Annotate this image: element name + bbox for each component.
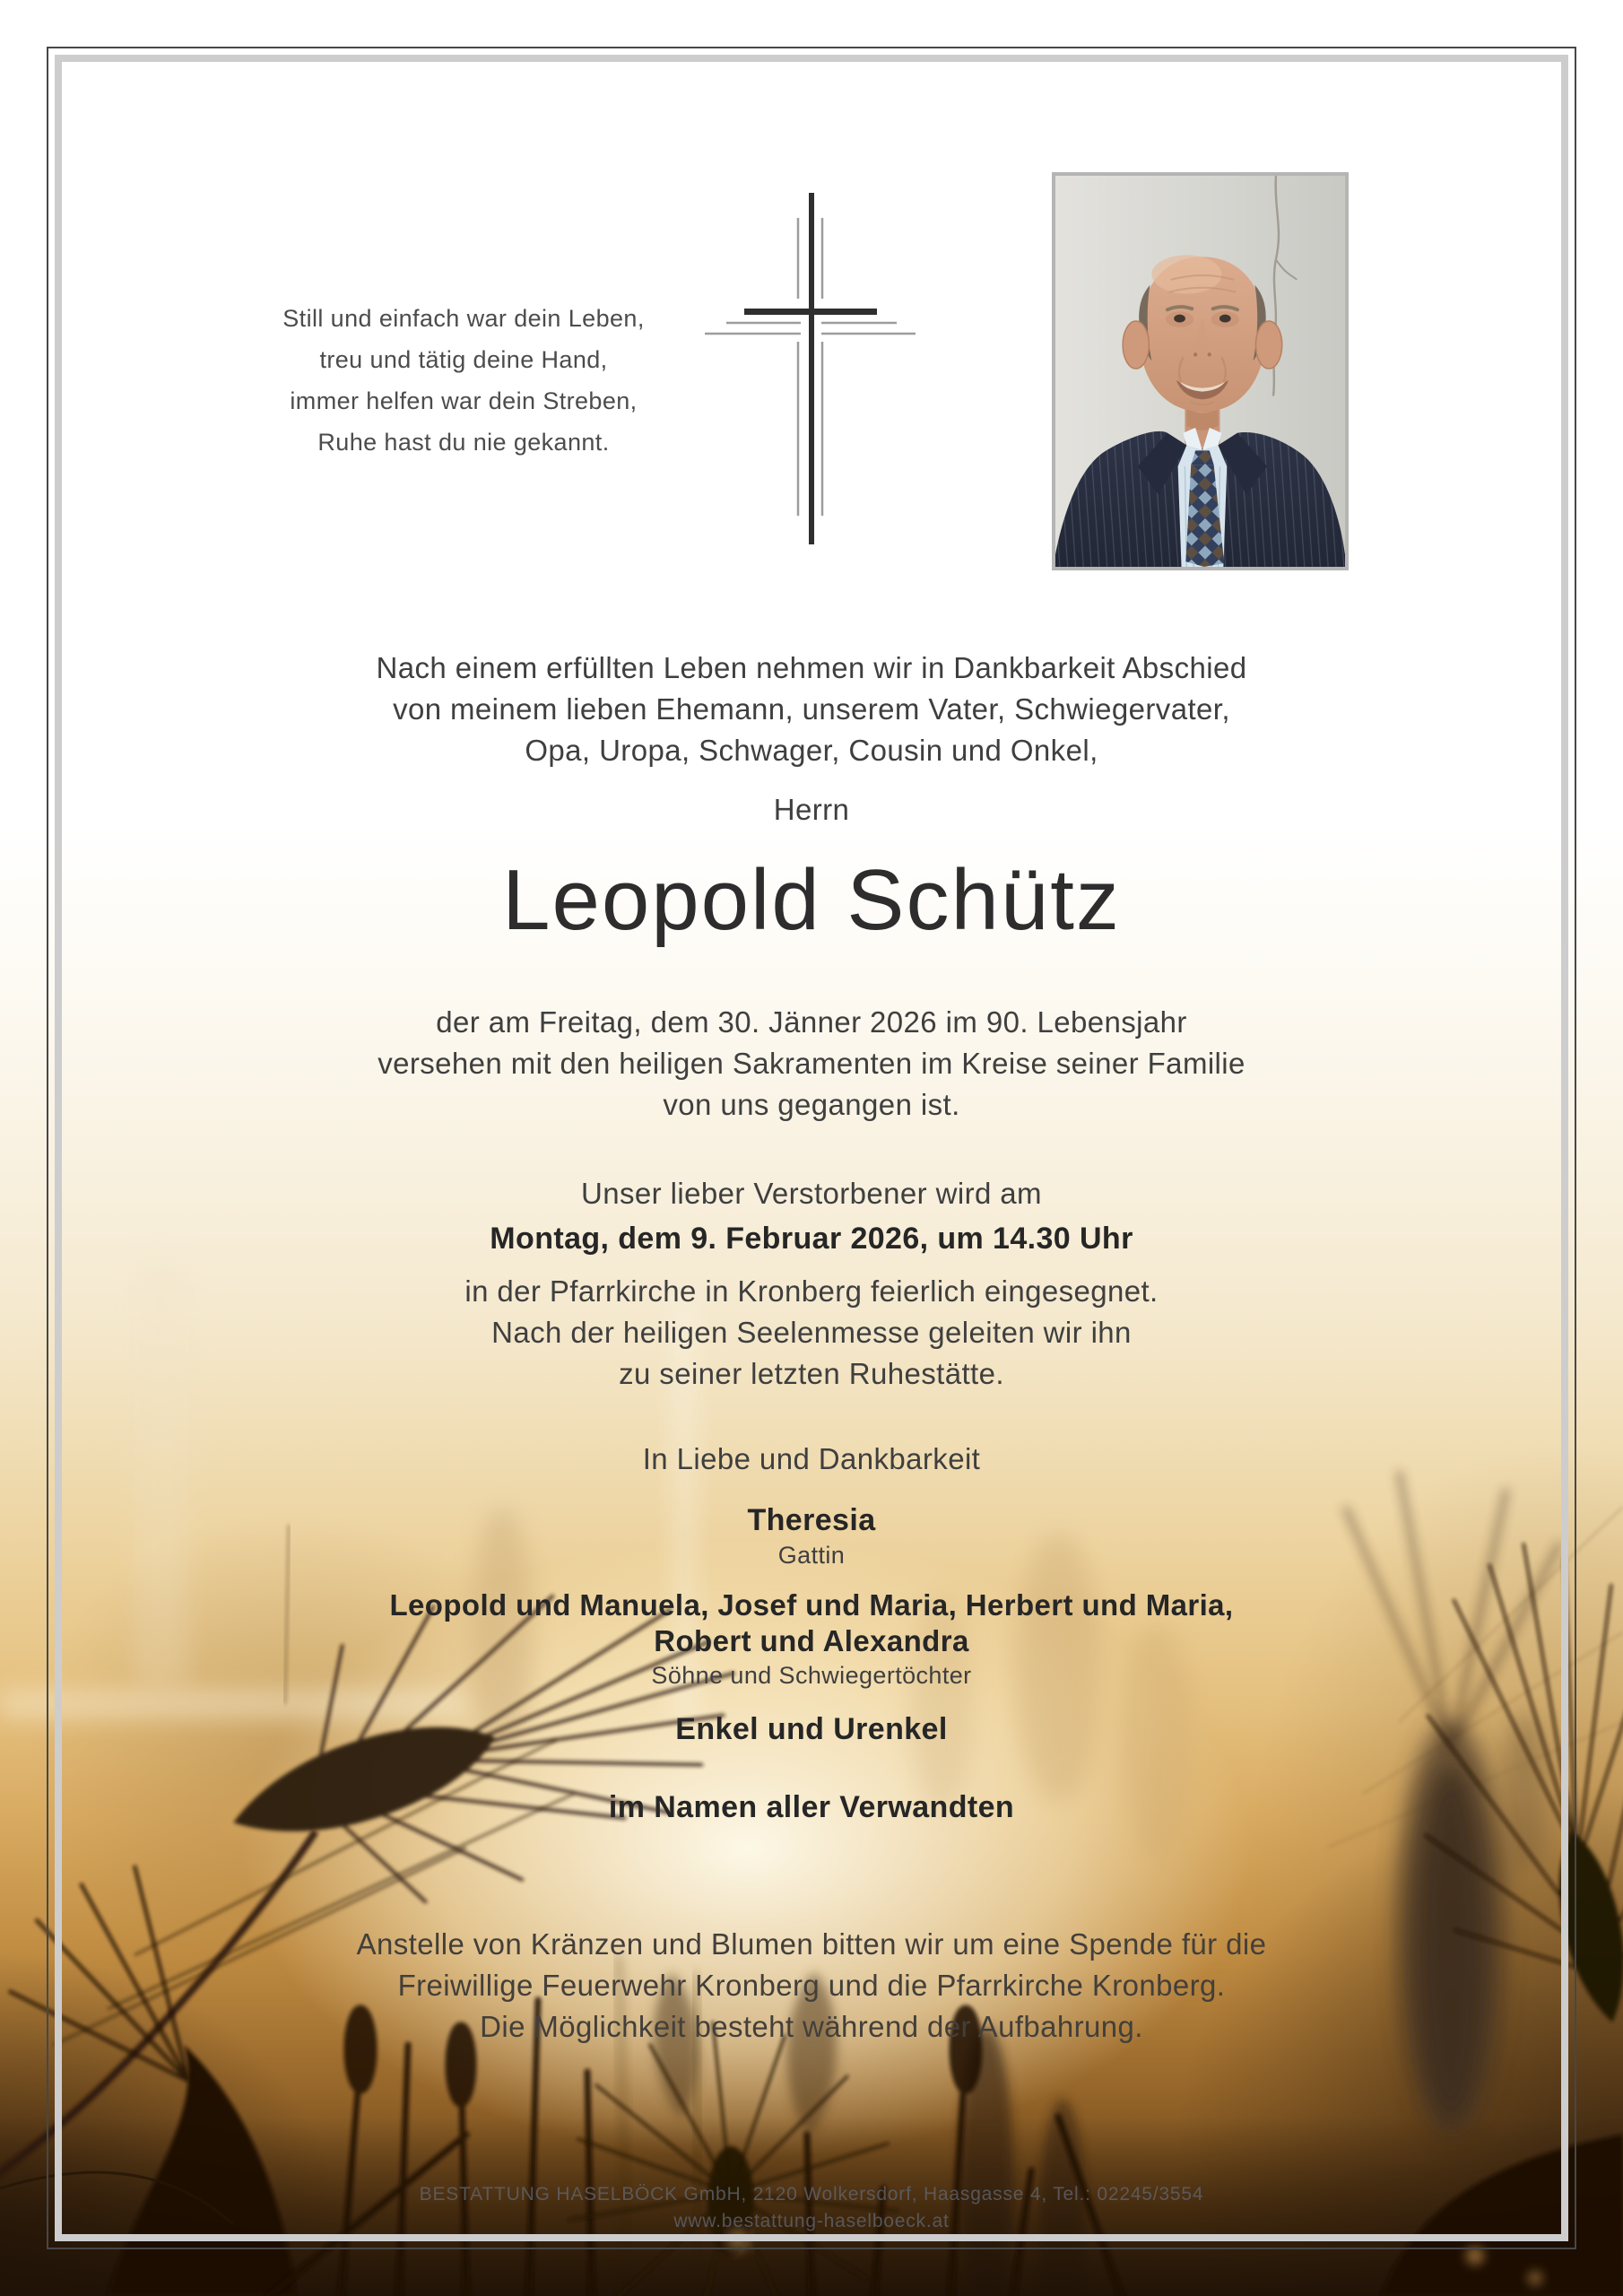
service-detail-line: Nach der heiligen Seelenmesse geleiten wir ihn: [491, 1316, 1132, 1349]
intro-line: Nach einem erfüllten Leben nehmen wir in Dankbarkeit Abschied: [376, 651, 1247, 684]
death-notice: [0, 1002, 1623, 1126]
family-heading: In Liebe und Dankbarkeit: [642, 1442, 981, 1475]
service-detail-line: in der Pfarrkirche in Kronberg feierlich eingesegnet.: [464, 1274, 1159, 1308]
sons-names-line: Robert und Alexandra: [654, 1624, 969, 1657]
salutation: Herrn: [773, 793, 850, 826]
donation-line: Die Möglichkeit besteht während der Aufbahrung.: [480, 2010, 1143, 2043]
death-notice-line: versehen mit den heiligen Sakramenten im Kreise seiner Familie: [378, 1047, 1245, 1080]
grandchildren-line: Enkel und Urenkel: [675, 1712, 948, 1746]
death-notice-line: von uns gegangen ist.: [663, 1088, 960, 1121]
portrait-photo: [1052, 172, 1349, 570]
donation-text: [0, 1924, 1623, 2048]
wife-name: Theresia: [747, 1503, 876, 1537]
service-detail-line: zu seiner letzten Ruhestätte.: [619, 1357, 1004, 1390]
intro-line: Opa, Uropa, Schwager, Cousin und Onkel,: [525, 734, 1098, 767]
sons-names-line: Leopold und Manuela, Josef und Maria, Herbert und Maria,: [389, 1588, 1234, 1622]
poem-line: immer helfen war dein Streben,: [290, 387, 638, 414]
footer-company-line: BESTATTUNG HASELBÖCK GmbH, 2120 Wolkersdorf, Haasgasse 4, Tel.: 02245/3554: [419, 2184, 1204, 2205]
donation-line: Freiwillige Feuerwehr Kronberg und die Pfarrkirche Kronberg.: [397, 1969, 1226, 2002]
funeral-home-footer: [0, 2181, 1623, 2235]
service-details: [0, 1271, 1623, 1395]
relatives-line: im Namen aller Verwandten: [608, 1790, 1015, 1824]
intro-text: [0, 648, 1623, 771]
wife-role: Gattin: [777, 1542, 846, 1569]
deceased-name: Leopold Schütz: [502, 852, 1121, 948]
sons-role: Söhne und Schwiegertöchter: [651, 1662, 972, 1689]
death-notice-line: der am Freitag, dem 30. Jänner 2026 im 90. Lebensjahr: [436, 1005, 1187, 1039]
service-intro: Unser lieber Verstorbener wird am: [581, 1177, 1042, 1210]
poem-line: Ruhe hast du nie gekannt.: [317, 429, 610, 456]
intro-line: von meinem lieben Ehemann, unserem Vater, Schwiegervater,: [393, 692, 1230, 726]
service-datetime: Montag, dem 9. Februar 2026, um 14.30 Uhr: [490, 1222, 1133, 1256]
poem-line: Still und einfach war dein Leben,: [282, 305, 645, 332]
donation-line: Anstelle von Kränzen und Blumen bitten wir um eine Spende für die: [356, 1927, 1267, 1961]
poem-line: treu und tätig deine Hand,: [319, 346, 608, 373]
footer-website-line: www.bestattung-haselboeck.at: [673, 2211, 950, 2231]
cross-icon: [702, 191, 921, 550]
